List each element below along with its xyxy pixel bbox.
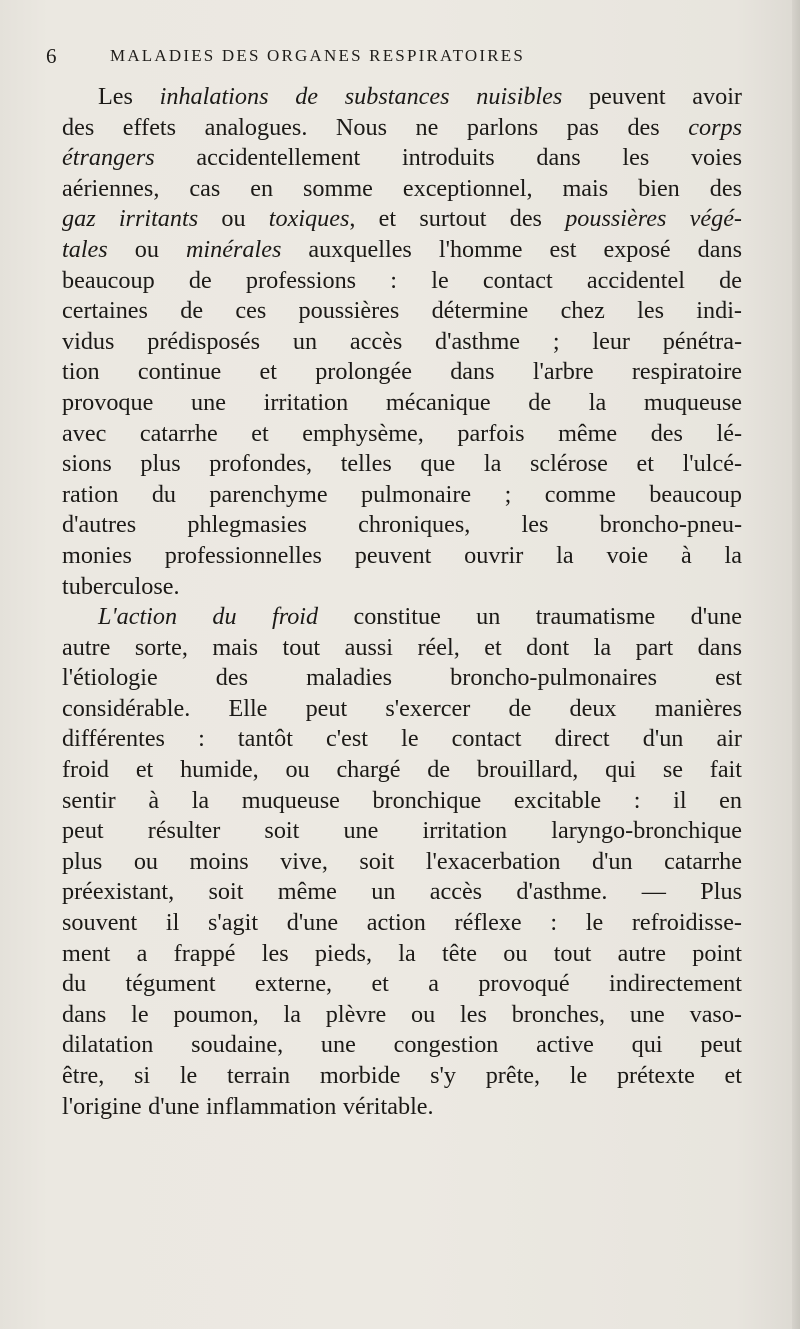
text-line: dans le poumon, la plèvre ou les bronches, une vaso-	[62, 1000, 742, 1028]
text-line: plus ou moins vive, soit l'exacerbation d'un catarrhe	[62, 847, 742, 875]
text-line: souvent il s'agit d'une action réflexe : le refroidisse-	[62, 909, 742, 937]
running-head: MALADIES DES ORGANES RESPIRATOIRES	[110, 46, 525, 65]
text-line: considérable. Elle peut s'exercer de deux manières	[62, 694, 742, 722]
text-line: provoque une irritation mécanique de la muqueuse	[62, 388, 742, 416]
text-line: sentir à la muqueuse bronchique excitable : il en	[62, 786, 742, 814]
text-line: ment a frappé les pieds, la tête ou tout autre point	[62, 939, 742, 967]
text-line: tion continue et prolongée dans l'arbre respiratoire	[62, 358, 742, 386]
text-line: L'action du froid constitue un traumatisme d'une	[98, 603, 742, 631]
text-line: Les inhalations de substances nuisibles peuvent avoir	[98, 83, 742, 110]
text-line: dilatation soudaine, une congestion active qui peut	[62, 1031, 742, 1059]
text-line: avec catarrhe et emphysème, parfois même des lé-	[62, 419, 742, 447]
text-line: certaines de ces poussières détermine chez les indi-	[62, 297, 742, 325]
text-line: être, si le terrain morbide s'y prête, le prétexte et	[62, 1062, 742, 1089]
text-line: ration du parenchyme pulmonaire ; comme beaucoup	[62, 480, 742, 508]
text-line: peut résulter soit une irritation laryngo-bronchique	[62, 817, 742, 845]
text-line: préexistant, soit même un accès d'asthme. — Plus	[62, 878, 742, 906]
text-line: étrangers accidentellement introduits dans les voies	[62, 144, 742, 172]
text-line: tuberculose.	[62, 572, 180, 600]
text-line: des effets analogues. Nous ne parlons pas des corps	[62, 113, 742, 141]
paragraph-action-du-froid	[62, 602, 742, 1122]
page-number: 6	[46, 44, 57, 68]
text-line: vidus prédisposés un accès d'asthme ; leur pénétra-	[62, 327, 742, 355]
text-line: gaz irritants ou toxiques, et surtout des poussières végé-	[62, 205, 742, 233]
text-line: aériennes, cas en somme exceptionnel, mais bien des	[62, 174, 742, 202]
text-line: monies professionnelles peuvent ouvrir la voie à la	[62, 541, 742, 569]
page-header	[46, 12, 746, 72]
text-line: froid et humide, ou chargé de brouillard, qui se fait	[62, 756, 742, 784]
text-line: du tégument externe, et a provoqué indirectement	[62, 970, 742, 998]
text-line: beaucoup de professions : le contact accidentel de	[62, 266, 742, 294]
body-text	[62, 82, 742, 1122]
text-line: l'origine d'une inflammation véritable.	[62, 1092, 434, 1120]
text-line: d'autres phlegmasies chroniques, les broncho-pneu-	[62, 511, 742, 539]
text-line: l'étiologie des maladies broncho-pulmonaires est	[62, 664, 742, 692]
text-line: différentes : tantôt c'est le contact direct d'un air	[62, 725, 742, 753]
text-line: autre sorte, mais tout aussi réel, et dont la part dans	[62, 633, 742, 661]
paragraph-inhalations	[62, 82, 742, 602]
text-line: tales ou minérales auxquelles l'homme est exposé dans	[62, 235, 743, 263]
page-edge	[792, 0, 800, 1329]
text-line: sions plus profondes, telles que la sclérose et l'ulcé-	[62, 450, 742, 478]
